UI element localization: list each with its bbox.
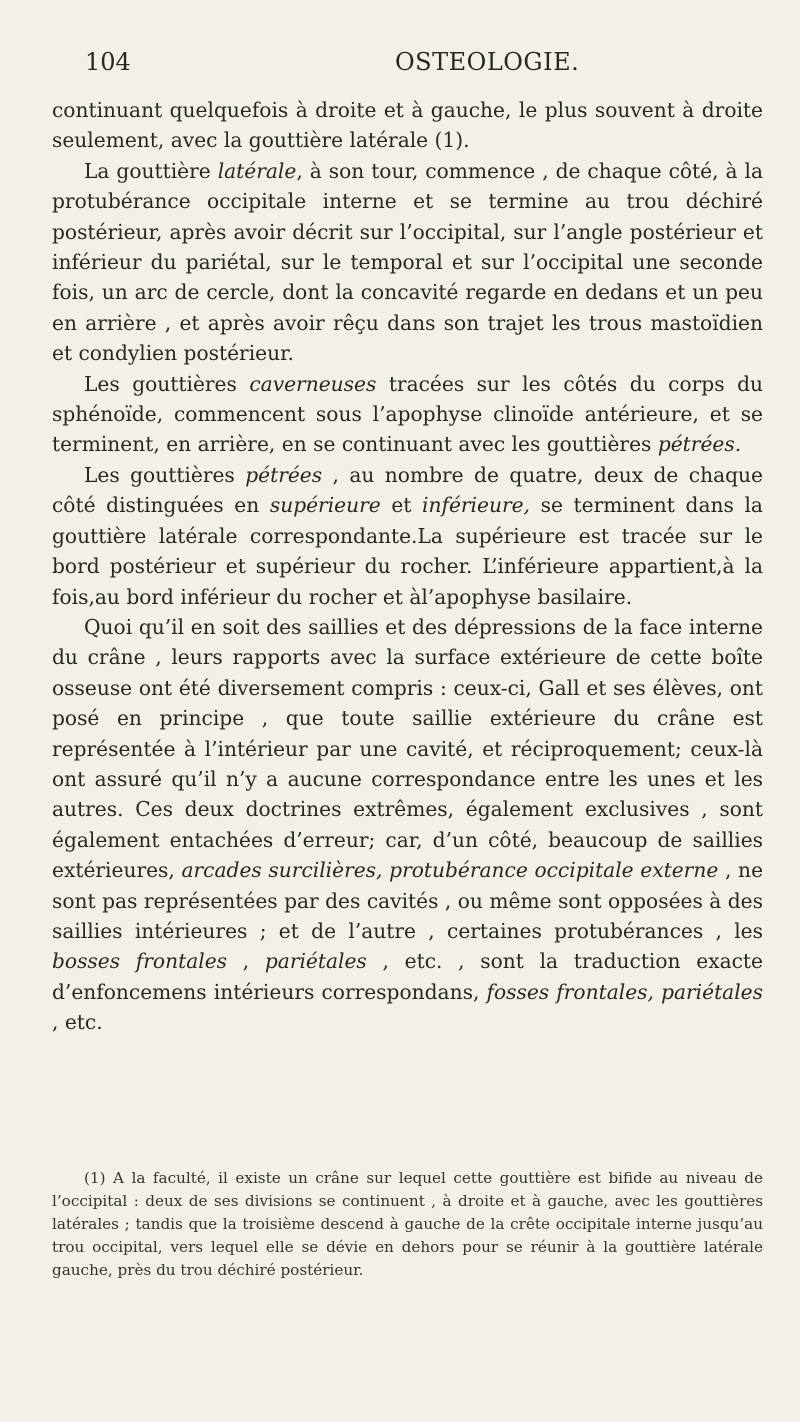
paragraph <box>52 95 763 156</box>
paragraph <box>52 460 763 612</box>
italic-term: protubérance occipitale externe <box>389 858 719 883</box>
italic-term: caverneuses <box>249 371 377 396</box>
text-run: et <box>380 493 423 518</box>
paragraph <box>52 369 763 460</box>
text-run: , au nombre de quatre, deux de chaque côté distinguées en <box>52 462 764 518</box>
paragraph <box>52 156 763 369</box>
paragraph <box>52 612 763 1038</box>
text-run <box>654 980 661 1004</box>
text-run: Les gouttières <box>84 371 250 396</box>
text-run: , etc. , sont la traduction exacte d’enfoncemens intérieurs correspondans, <box>52 949 763 1004</box>
page-number: 104 <box>85 48 131 76</box>
text-run: , etc. <box>52 1010 103 1035</box>
text-run: La gouttière <box>84 158 218 183</box>
footnote: (1) A la faculté, il existe un crâne sur lequel cette gouttière est bifide au niveau de l’occipital : deux de ses divisions se continuent , à droite et à gauche, avec les gouttières latérales ; tandis que la troisième descend à gauche de la crête occipitale interne jusqu’au trou occipital, vers lequel elle se dévie en dehors pour se réunir à la gouttière latérale gauche, près du trou déchiré postérieur. <box>52 1169 763 1279</box>
italic-term: bosses frontales <box>52 949 228 974</box>
text-run: , ne sont pas représentées par des cavités , ou même sont opposées à des saillies intérieures ; et de l’autre , certaines protubérances , les <box>52 858 764 943</box>
italic-term: arcades surcilières, <box>181 858 383 883</box>
italic-term: inférieure, <box>422 493 530 518</box>
text-run: Les gouttières <box>84 462 246 487</box>
italic-term: pariétales <box>661 979 763 1004</box>
text-run: se terminent dans la gouttière latérale correspondante.La supérieure est tracée sur le bord postérieur et supérieur du rocher. L’inférieure appartient,à la fois,au bord inférieur du rocher et àl’apophyse basilaire. <box>52 493 763 609</box>
text-run: , à son tour, commence , de chaque côté, à la protubérance occipitale interne et se termine au trou déchiré postérieur, après avoir décrit sur l’occipital, sur l’angle postérieur et inférieur du pariétal, sur le temporal et sur l’occipital une seconde fois, un arc de cercle, dont la concavité regarde en dedans et un peu en arrière , et après avoir rêçu dans son trajet les trous mastoïdien et condylien postérieur. <box>52 158 763 366</box>
text-run: , <box>227 949 265 974</box>
italic-term: fosses frontales, <box>486 979 654 1004</box>
body-text <box>52 95 763 1038</box>
italic-term: supérieure <box>269 493 381 518</box>
text-run: Quoi qu’il en soit des saillies et des dépressions de la face interne du crâne , leurs rapports avec la surface extérieure de cette boîte osseuse ont été diversement compris : ceux-ci, Gall et ses élèves, ont posé en principe , que toute saillie extérieure du crâne est représentée à l’intérieur par une cavité, et réciproquement; ceux-là ont assuré qu’il n’y a aucune correspondance entre les unes et les autres. Ces deux doctrines extrêmes, également exclusives , sont également entachées d’erreur; car, d’un côté, beaucoup de saillies extérieures, <box>52 614 763 883</box>
text-run: continuant quelquefois à droite et à gauche, le plus souvent à droite seulement, avec la gouttière latérale (1). <box>52 98 763 153</box>
italic-term: pétrées <box>245 462 323 487</box>
page-header <box>85 48 752 78</box>
italic-term: latérale <box>217 158 297 183</box>
italic-term: pariétales <box>264 949 367 974</box>
italic-term: pétrées. <box>657 432 742 457</box>
running-title: OSTEOLOGIE. <box>395 48 580 76</box>
text-run: tracées sur les côtés du corps du sphénoïde, commencent sous l’apophyse clinoïde antérieure, et se terminent, en arrière, en se continuant avec les gouttières <box>52 371 763 457</box>
